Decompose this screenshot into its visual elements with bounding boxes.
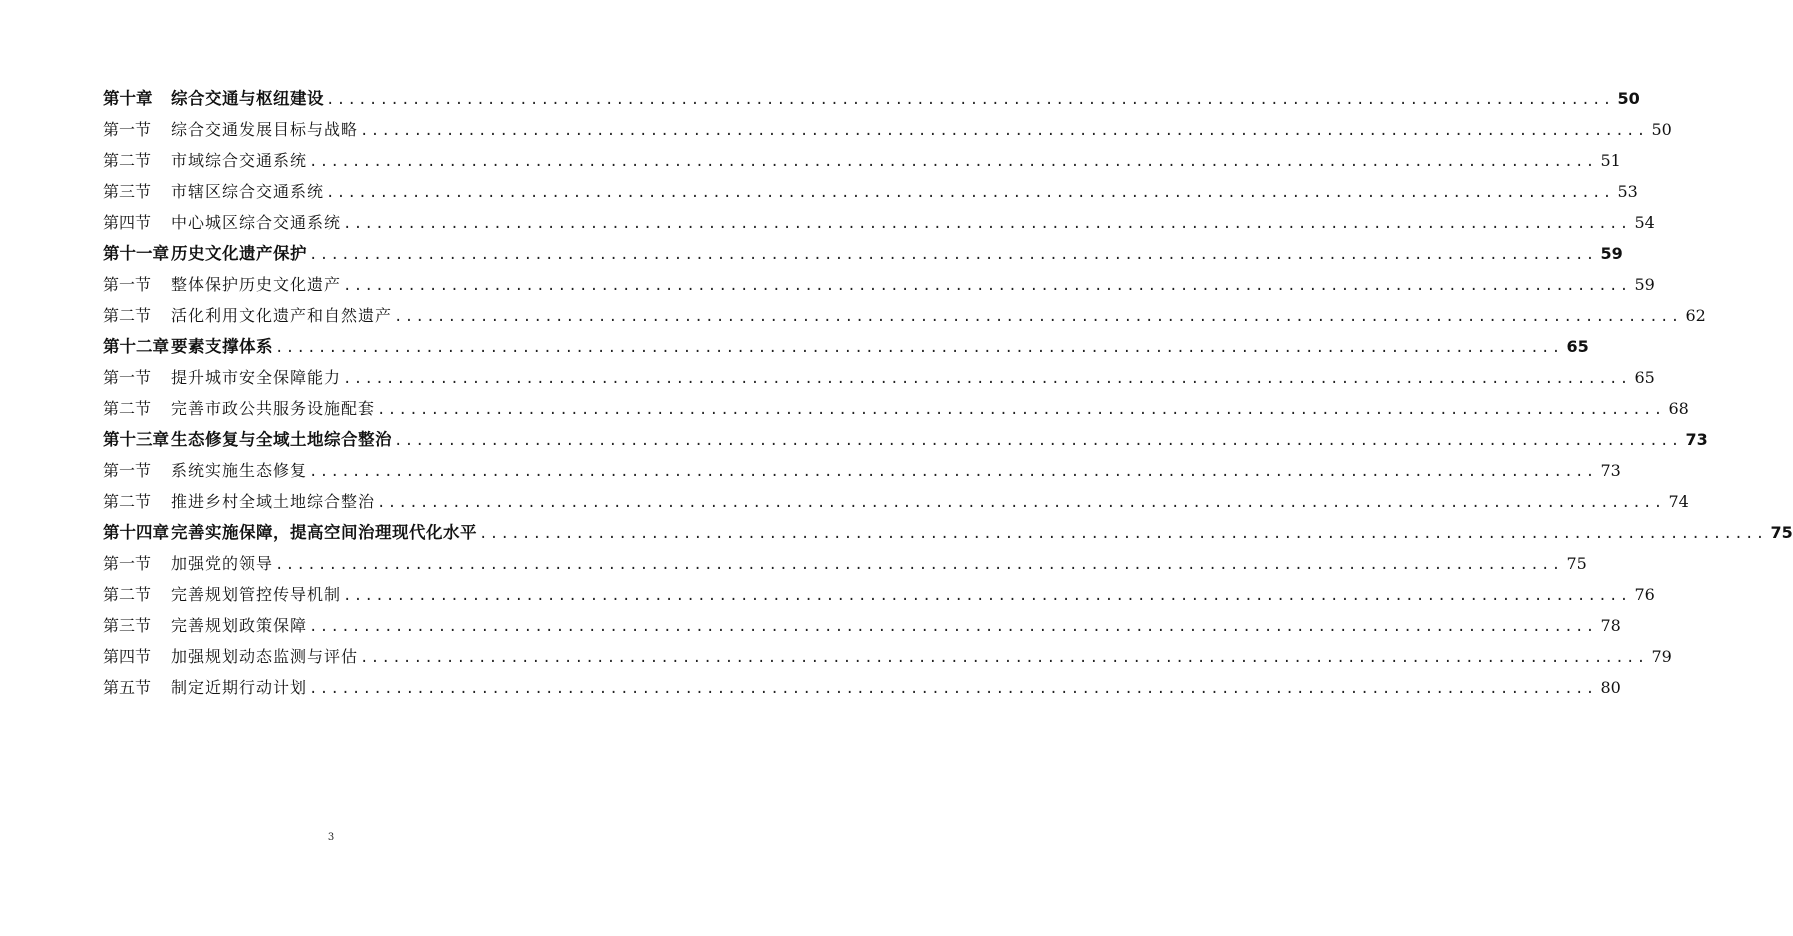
- toc-section-title: 整体保护历史文化遗产: [171, 275, 342, 294]
- toc-section-title: 完善规划管控传导机制: [171, 585, 342, 604]
- toc-section-title: 市域综合交通系统: [171, 151, 308, 170]
- toc-leader-dots: ........................................................................................................................: [275, 557, 1563, 573]
- toc-section-row[interactable]: [103, 207, 1655, 238]
- toc-page-number: 50: [1651, 120, 1672, 139]
- toc-chapter-number: 第十四章: [103, 523, 169, 542]
- toc-section-number: 第一节: [103, 275, 152, 294]
- toc-section-title: 加强党的领导: [171, 554, 274, 573]
- toc-section-title: 综合交通发展目标与战略: [171, 120, 359, 139]
- toc-section-row[interactable]: [103, 455, 1621, 486]
- toc-page-number: 76: [1634, 585, 1655, 604]
- toc-section-title: 推进乡村全域土地综合整治: [171, 492, 376, 511]
- toc-section-number: 第一节: [103, 368, 152, 387]
- toc-page-number: 59: [1600, 244, 1623, 263]
- toc-page-number: 65: [1566, 337, 1589, 356]
- toc-section-number: 第二节: [103, 306, 152, 325]
- toc-chapter-row[interactable]: [103, 424, 1708, 455]
- toc-page-number: 51: [1600, 151, 1621, 170]
- toc-page-number: 50: [1617, 89, 1640, 108]
- toc-chapter-title: 历史文化遗产保护: [171, 244, 307, 263]
- toc-section-title: 活化利用文化遗产和自然遗产: [171, 306, 393, 325]
- toc-section-title: 市辖区综合交通系统: [171, 182, 325, 201]
- toc-chapter-number: 第十二章: [103, 337, 169, 356]
- toc-leader-dots: ........................................................................................................................: [309, 681, 1597, 697]
- toc-leader-dots: ........................................................................................................................: [309, 619, 1597, 635]
- toc-section-number: 第二节: [103, 492, 152, 511]
- toc-section-number: 第一节: [103, 461, 152, 480]
- toc-section-number: 第二节: [103, 399, 152, 418]
- toc-leader-dots: ........................................................................................................................: [326, 92, 1614, 108]
- toc-section-row[interactable]: [103, 610, 1621, 641]
- toc-leader-dots: ........................................................................................................................: [343, 588, 1631, 604]
- toc-section-row[interactable]: [103, 486, 1689, 517]
- toc-section-row[interactable]: [103, 672, 1621, 703]
- toc-chapter-number: 第十一章: [103, 244, 169, 263]
- toc-page-number: 78: [1600, 616, 1621, 635]
- toc-section-number: 第二节: [103, 151, 152, 170]
- toc-leader-dots: ........................................................................................................................: [377, 402, 1665, 418]
- toc-page-number: 74: [1668, 492, 1689, 511]
- toc-section-row[interactable]: [103, 362, 1655, 393]
- toc-section-row[interactable]: [103, 300, 1706, 331]
- toc-page-number: 65: [1634, 368, 1655, 387]
- toc-section-title: 制定近期行动计划: [171, 678, 308, 697]
- toc-section-title: 提升城市安全保障能力: [171, 368, 342, 387]
- toc-section-number: 第二节: [103, 585, 152, 604]
- toc-chapter-title: 要素支撑体系: [171, 337, 273, 356]
- toc-section-number: 第三节: [103, 182, 152, 201]
- table-of-contents: [103, 83, 1793, 703]
- toc-section-row[interactable]: [103, 269, 1655, 300]
- toc-section-row[interactable]: [103, 548, 1587, 579]
- toc-section-row[interactable]: [103, 145, 1621, 176]
- toc-leader-dots: ........................................................................................................................: [360, 123, 1648, 139]
- toc-leader-dots: ........................................................................................................................: [377, 495, 1665, 511]
- toc-section-row[interactable]: [103, 176, 1638, 207]
- toc-leader-dots: ........................................................................................................................: [326, 185, 1614, 201]
- toc-page-number: 79: [1651, 647, 1672, 666]
- toc-page-number: 73: [1685, 430, 1708, 449]
- toc-page-number: 54: [1634, 213, 1655, 232]
- toc-leader-dots: ........................................................................................................................: [309, 247, 1597, 263]
- toc-section-title: 完善规划政策保障: [171, 616, 308, 635]
- toc-page-number: 59: [1634, 275, 1655, 294]
- toc-section-title: 系统实施生态修复: [171, 461, 308, 480]
- toc-leader-dots: ........................................................................................................................: [275, 340, 1563, 356]
- toc-section-number: 第一节: [103, 554, 152, 573]
- toc-page-number: 62: [1685, 306, 1706, 325]
- toc-section-row[interactable]: [103, 114, 1672, 145]
- toc-section-number: 第五节: [103, 678, 152, 697]
- toc-page-number: 68: [1668, 399, 1689, 418]
- toc-leader-dots: ........................................................................................................................: [309, 464, 1597, 480]
- toc-page-number: 75: [1770, 523, 1793, 542]
- toc-leader-dots: ........................................................................................................................: [343, 216, 1631, 232]
- toc-section-title: 加强规划动态监测与评估: [171, 647, 359, 666]
- toc-chapter-row[interactable]: [103, 238, 1623, 269]
- toc-chapter-row[interactable]: [103, 83, 1640, 114]
- toc-leader-dots: ........................................................................................................................: [394, 433, 1682, 449]
- toc-section-row[interactable]: [103, 579, 1655, 610]
- toc-chapter-title: 生态修复与全域土地综合整治: [171, 430, 392, 449]
- toc-section-number: 第四节: [103, 213, 152, 232]
- toc-leader-dots: ........................................................................................................................: [309, 154, 1597, 170]
- toc-section-number: 第一节: [103, 120, 152, 139]
- toc-chapter-title: 完善实施保障，提高空间治理现代化水平: [171, 523, 477, 542]
- toc-chapter-number: 第十三章: [103, 430, 169, 449]
- toc-leader-dots: ........................................................................................................................: [343, 371, 1631, 387]
- toc-page-number: 75: [1566, 554, 1587, 573]
- toc-section-number: 第四节: [103, 647, 152, 666]
- toc-section-title: 中心城区综合交通系统: [171, 213, 342, 232]
- toc-chapter-row[interactable]: [103, 331, 1589, 362]
- toc-leader-dots: ........................................................................................................................: [343, 278, 1631, 294]
- toc-chapter-number: 第十章: [103, 89, 153, 108]
- toc-leader-dots: ........................................................................................................................: [360, 650, 1648, 666]
- toc-leader-dots: ........................................................................................................................: [479, 526, 1767, 542]
- toc-page-number: 80: [1600, 678, 1621, 697]
- toc-section-number: 第三节: [103, 616, 152, 635]
- toc-page-number: 53: [1617, 182, 1638, 201]
- toc-chapter-row[interactable]: [103, 517, 1793, 548]
- toc-section-title: 完善市政公共服务设施配套: [171, 399, 376, 418]
- toc-page-number: 73: [1600, 461, 1621, 480]
- toc-leader-dots: ........................................................................................................................: [394, 309, 1682, 325]
- toc-section-row[interactable]: [103, 641, 1672, 672]
- toc-chapter-title: 综合交通与枢纽建设: [171, 89, 324, 108]
- page-number: 3: [327, 832, 335, 843]
- toc-section-row[interactable]: [103, 393, 1689, 424]
